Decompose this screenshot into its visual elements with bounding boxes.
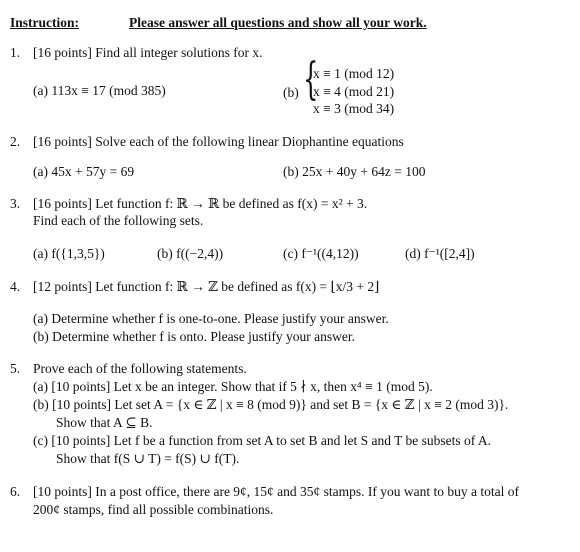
q3-part-b: (b) f((−2,4)) xyxy=(157,246,224,261)
q6-text-2: 200¢ stamps, find all possible combinations. xyxy=(33,502,274,517)
q5-part-c-2: Show that f(S ∪ T) = f(S) ∪ f(T). xyxy=(56,451,240,466)
q1-b-line-3: x ≡ 3 (mod 34) xyxy=(313,101,395,116)
q2-number: 2. xyxy=(10,134,21,149)
instruction-text: Please answer all questions and show all your work. xyxy=(129,15,427,30)
q2-text: [16 points] Solve each of the following linear Diophantine equations xyxy=(33,134,404,149)
q3-text: [16 points] Let function f: ℝ → ℝ be defined as f(x) = x² + 3. xyxy=(33,196,368,211)
q5-part-a: (a) [10 points] Let x be an integer. Show that if 5 ∤ x, then x⁴ ≡ 1 (mod 5). xyxy=(33,379,433,394)
left-brace: { xyxy=(303,54,319,105)
q5-part-b: (b) [10 points] Let set A = {x ∈ ℤ | x ≡ 8 (mod 9)} and set B = {x ∈ ℤ | x ≡ 2 (mod 3)}. xyxy=(33,397,509,412)
instruction-label: Instruction: xyxy=(10,15,80,30)
q4-part-a: (a) Determine whether f is one-to-one. Please justify your answer. xyxy=(33,311,389,326)
q3-text-2: Find each of the following sets. xyxy=(33,213,204,228)
q1-number: 1. xyxy=(10,45,21,60)
q1-text: [16 points] Find all integer solutions for x. xyxy=(33,45,263,60)
q4-text: [12 points] Let function f: ℝ → ℤ be defined as f(x) = ⌊x/3 + 2⌋ xyxy=(33,279,380,294)
q1-b-line-1: x ≡ 1 (mod 12) xyxy=(313,66,395,81)
q1-b-line-2: x ≡ 4 (mod 21) xyxy=(313,84,395,99)
q1-part-a: (a) 113x ≡ 17 (mod 385) xyxy=(33,83,166,98)
q2-part-a: (a) 45x + 57y = 69 xyxy=(33,164,135,179)
q3-number: 3. xyxy=(10,196,21,211)
q6-number: 6. xyxy=(10,484,21,499)
q5-number: 5. xyxy=(10,361,21,376)
q1-part-b-label: (b) xyxy=(283,85,299,100)
q3-part-c: (c) f⁻¹((4,12)) xyxy=(283,246,359,261)
q5-text: Prove each of the following statements. xyxy=(33,361,247,376)
q2-part-b: (b) 25x + 40y + 64z = 100 xyxy=(283,164,426,179)
q6-text: [10 points] In a post office, there are 9¢, 15¢ and 35¢ stamps. If you want to buy a total of xyxy=(33,484,520,499)
q3-part-a: (a) f({1,3,5}) xyxy=(33,246,105,261)
q5-part-c: (c) [10 points] Let f be a function from set A to set B and let S and T be subsets of A. xyxy=(33,433,492,448)
q5-part-b-2: Show that A ⊆ B. xyxy=(56,415,153,430)
q4-number: 4. xyxy=(10,279,21,294)
q3-part-d: (d) f⁻¹([2,4]) xyxy=(405,246,475,261)
q4-part-b: (b) Determine whether f is onto. Please justify your answer. xyxy=(33,329,356,344)
